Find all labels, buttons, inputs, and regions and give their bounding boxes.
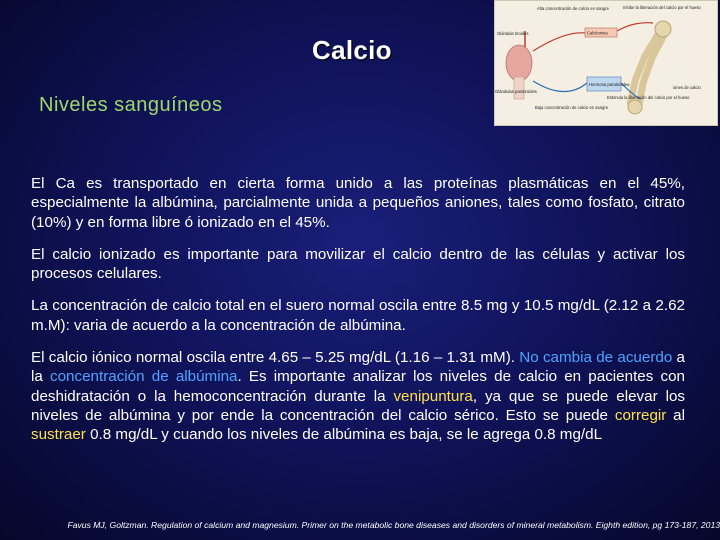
label-parathyroid: Glándulas paratiroides xyxy=(495,89,537,94)
paragraph-text: La concentración de calcio total en el suero normal oscila entre 8.5 mg y 10.5 mg/dL (2.12 a 2.62 m.M): varia de acuerdo a la concentración de albúmina. xyxy=(31,297,685,334)
arrow-calcitonin xyxy=(533,33,585,51)
paragraph-text: , ya que se puede elevar los niveles de albúmina y por ende la concentración del calcio sérico. Esto se puede xyxy=(31,387,685,424)
paragraph-text: 0.8 mg/dL y cuando los niveles de albúmina es baja, se le agrega 0.8 mg/dL xyxy=(85,426,603,444)
slide-body xyxy=(31,174,685,458)
paragraph-text: al xyxy=(666,406,685,424)
label-low-calcium: Baja concentración de calcio en sangre xyxy=(535,105,609,110)
label-calcium-ions: iones de calcio xyxy=(673,85,701,90)
bone-shape xyxy=(630,31,665,105)
highlighted-text: No cambia de acuerdo xyxy=(519,349,673,367)
label-high-calcium: Alta concentración de calcio en sangre xyxy=(537,6,609,11)
body-paragraph xyxy=(31,245,685,284)
label-inhibit-release: Inhibe la liberación del calcio por el hueso xyxy=(623,5,701,10)
slide-subtitle: Niveles sanguíneos xyxy=(39,94,223,116)
trachea xyxy=(514,77,524,99)
body-paragraph xyxy=(31,296,685,335)
body-paragraph xyxy=(31,174,685,232)
label-calcitonin: Calcitonina xyxy=(587,30,608,36)
paragraph-text: El Ca es transportado en cierta forma unido a las proteínas plasmáticas en el 45%, especialmente la albúmina, parcialmente unida a pequeños aniones, tales como fosfato, citrato (10%) y en forma libre ó ionizado en el 45%. xyxy=(31,175,685,231)
citation-footer: Favus MJ, Goltzman. Regulation of calcium and magnesium. Primer on the metabolic bone diseases and disorders of mineral metabolism. Eighth edition, pg 173-187, 2013 xyxy=(67,520,720,530)
paragraph-text: . Es importante analizar los niveles de calcio en pacientes con deshidratación o la hemoconcentración durante la xyxy=(31,368,685,405)
label-parathormone: Hormona paratiroidea xyxy=(589,82,630,87)
bone-head xyxy=(655,21,671,37)
paragraph-text: El calcio ionizado es importante para movilizar el calcio dentro de las células y activar los procesos celulares. xyxy=(31,245,685,283)
body-paragraph xyxy=(31,348,685,444)
calcium-regulation-diagram xyxy=(494,0,718,126)
thyroid-gland xyxy=(506,45,532,81)
highlighted-text: venipuntura xyxy=(393,387,473,405)
arrow-inhibit xyxy=(617,23,653,31)
slide-title: Calcio xyxy=(312,35,392,65)
highlighted-text: concentración de albúmina xyxy=(50,368,238,386)
arrow-parathormone xyxy=(533,81,587,92)
highlighted-text: corregir xyxy=(614,406,667,424)
paragraph-text: El calcio iónico normal oscila entre 4.65 – 5.25 mg/dL (1.16 – 1.31 mM). xyxy=(31,349,520,367)
label-stimulate-release: Estimula la liberación del calcio por el hueso xyxy=(607,95,690,100)
paragraph-text: a la xyxy=(31,349,685,386)
bone-foot xyxy=(628,100,642,114)
highlighted-text: sustraer xyxy=(31,426,86,444)
label-thyroid: Glándula tiroides xyxy=(497,31,529,36)
